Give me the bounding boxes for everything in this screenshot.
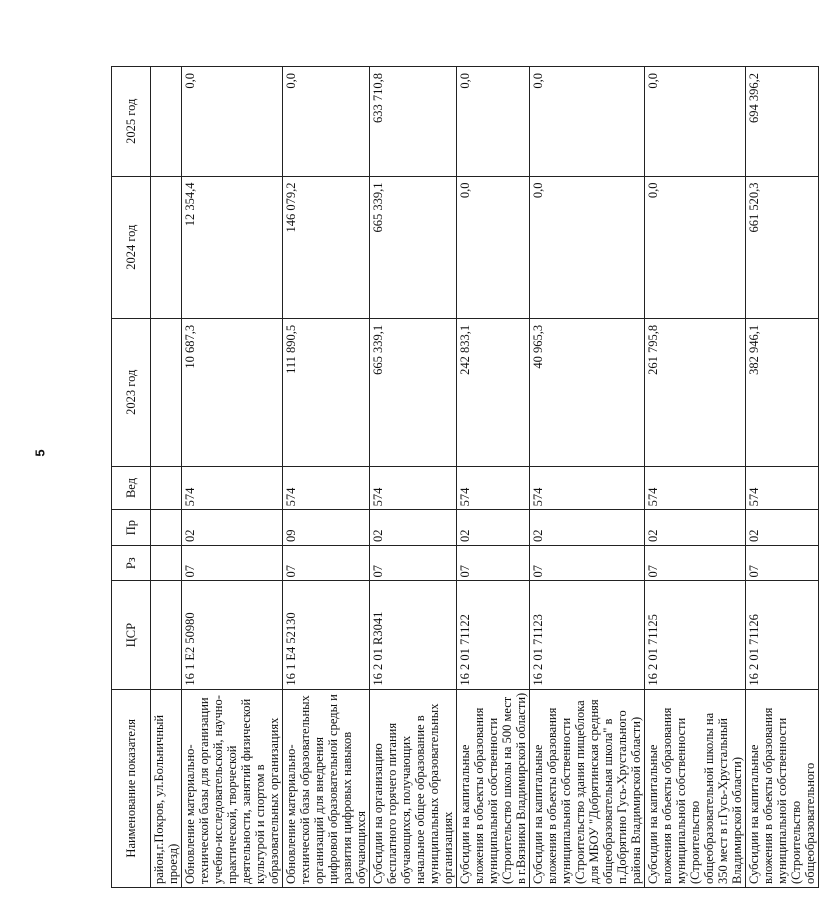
row-2025: 0,0	[645, 67, 746, 177]
row-ved: 574	[457, 466, 530, 510]
row-pr: 02	[370, 510, 457, 546]
row-2024: 0,0	[530, 176, 645, 318]
continuation-text: район,г.Покров, ул.Больничный проезд)	[151, 689, 182, 887]
row-csr: 16 2 01 71126	[746, 581, 819, 689]
row-ved: 574	[283, 466, 370, 510]
row-name: Обновление материально-технической базы образовательных организаций для внедрения цифровой образовательной среды и развития цифровых навыков обучающихся	[283, 689, 370, 887]
row-2024: 146 079,2	[283, 176, 370, 318]
row-pr: 02	[746, 510, 819, 546]
row-2023: 261 795,8	[645, 318, 746, 466]
row-name: Субсидии на капитальные вложения в объекты образования муниципальной собственности (Строительство здания пищеблока для МБОУ "Добрятинская средняя общеобразовательная школа" в п.Добрятино Гусь-Хрустального района Владимирской области)	[530, 689, 645, 887]
row-2025: 0,0	[457, 67, 530, 177]
continuation-row	[151, 67, 182, 888]
row-csr: 16 1 Е2 50980	[182, 581, 283, 689]
table-row	[283, 67, 370, 888]
row-2023: 242 833,1	[457, 318, 530, 466]
row-2024: 0,0	[457, 176, 530, 318]
row-2024: 665 339,1	[370, 176, 457, 318]
row-2025: 0,0	[283, 67, 370, 177]
page-number: 5	[32, 449, 48, 457]
row-rz: 07	[182, 545, 283, 581]
row-csr: 16 2 01 71123	[530, 581, 645, 689]
header-2024: 2024 год	[112, 176, 151, 318]
row-2023: 10 687,3	[182, 318, 283, 466]
table-row	[530, 67, 645, 888]
table-row	[645, 67, 746, 888]
header-name: Наименование показателя	[112, 689, 151, 887]
row-2023: 40 965,3	[530, 318, 645, 466]
row-name: Субсидии на капитальные вложения в объекты образования муниципальной собственности (Строительство общеобразовательной школы на 350 мест в г.Гусь-Хрустальный Владимирской области)	[645, 689, 746, 887]
header-row	[112, 67, 151, 888]
row-2023: 111 890,5	[283, 318, 370, 466]
row-pr: 02	[645, 510, 746, 546]
row-ved: 574	[182, 466, 283, 510]
row-ved: 574	[746, 466, 819, 510]
row-rz: 07	[283, 545, 370, 581]
row-csr: 16 2 01 71122	[457, 581, 530, 689]
row-ved: 574	[530, 466, 645, 510]
header-rz: Рз	[112, 545, 151, 581]
row-csr: 16 2 01 R3041	[370, 581, 457, 689]
rotated-page-content	[111, 66, 817, 888]
row-pr: 09	[283, 510, 370, 546]
row-rz: 07	[746, 545, 819, 581]
row-2023: 382 946,1	[746, 318, 819, 466]
header-csr: ЦСР	[112, 581, 151, 689]
header-2025: 2025 год	[112, 67, 151, 177]
row-name: Субсидии на организацию бесплатного горячего питания обучающихся, получающих начальное общее образование в муниципальных образовательных организациях	[370, 689, 457, 887]
row-2025: 0,0	[182, 67, 283, 177]
table-row	[457, 67, 530, 888]
row-ved: 574	[645, 466, 746, 510]
row-rz: 07	[457, 545, 530, 581]
table-row	[182, 67, 283, 888]
budget-table	[111, 66, 819, 888]
row-rz: 07	[370, 545, 457, 581]
row-csr: 16 1 Е4 52130	[283, 581, 370, 689]
row-2025: 694 396,2	[746, 67, 819, 177]
row-name: Субсидии на капитальные вложения в объекты образования муниципальной собственности (Строительство общеобразовательного	[746, 689, 819, 887]
row-2024: 661 520,3	[746, 176, 819, 318]
table-row	[370, 67, 457, 888]
row-name: Обновление материально-технической базы для организации учебно-исследовательской, научно-практической, творческой деятельности, занятий физической культурой и спортом в образовательных организациях	[182, 689, 283, 887]
row-2023: 665 339,1	[370, 318, 457, 466]
row-rz: 07	[645, 545, 746, 581]
row-2025: 633 710,8	[370, 67, 457, 177]
table-row	[746, 67, 819, 888]
row-pr: 02	[457, 510, 530, 546]
row-2024: 0,0	[645, 176, 746, 318]
row-name: Субсидии на капитальные вложения в объекты образования муниципальной собственности (Строительство школы на 500 мест в г.Вязники Владимирской области)	[457, 689, 530, 887]
row-rz: 07	[530, 545, 645, 581]
header-2023: 2023 год	[112, 318, 151, 466]
row-2025: 0,0	[530, 67, 645, 177]
row-pr: 02	[182, 510, 283, 546]
row-csr: 16 2 01 71125	[645, 581, 746, 689]
row-pr: 02	[530, 510, 645, 546]
row-ved: 574	[370, 466, 457, 510]
row-2024: 12 354,4	[182, 176, 283, 318]
header-ved: Вед	[112, 466, 151, 510]
header-pr: Пр	[112, 510, 151, 546]
